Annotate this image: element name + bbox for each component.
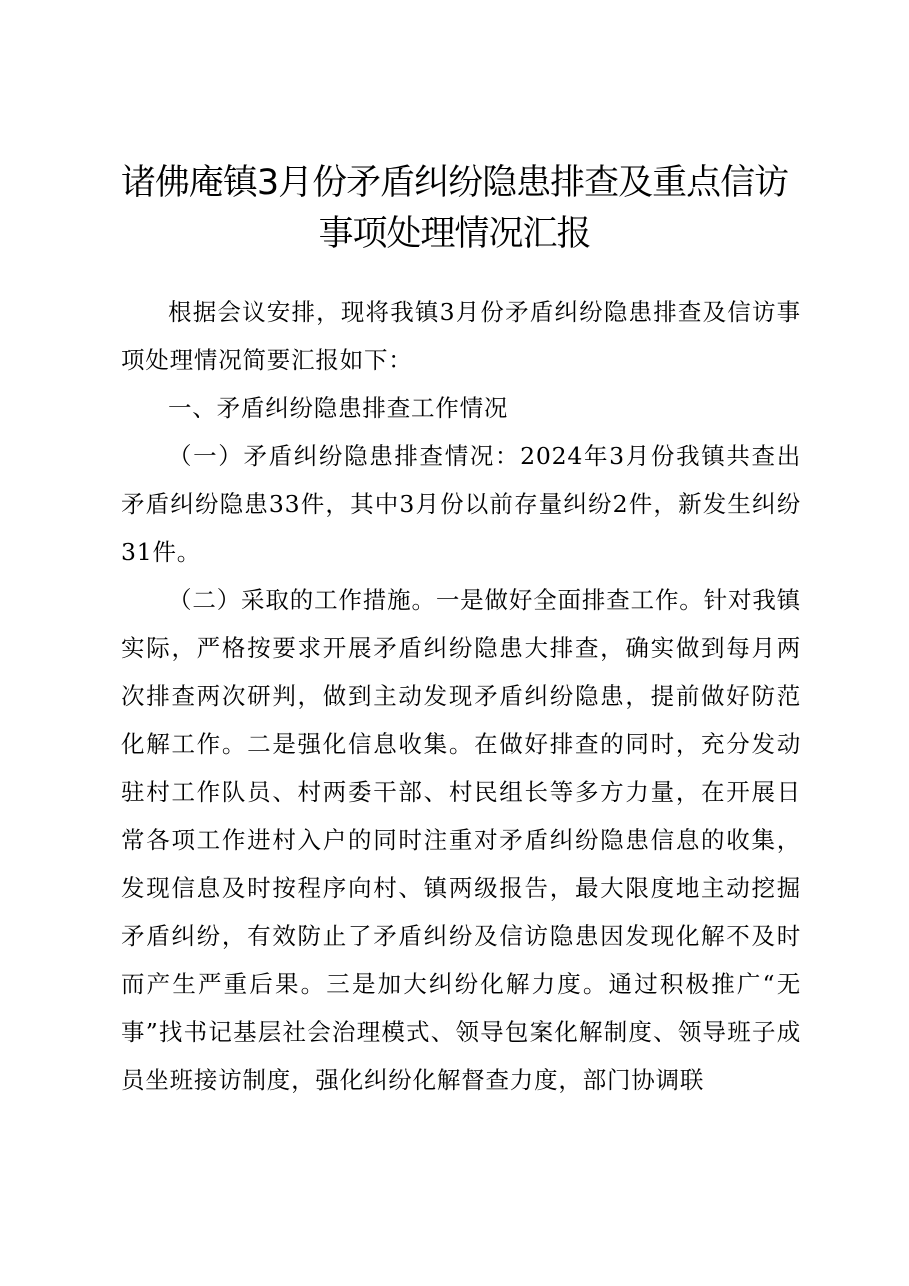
document-body [121, 288, 801, 1104]
section-heading: 一、矛盾纠纷隐患排查工作情况 [168, 394, 509, 422]
document-title-line-2: 事项处理情况汇报 [318, 214, 591, 254]
intro-paragraph: 根据会议安排，现将我镇3月份矛盾纠纷隐患排查及信访事项处理情况简要汇报如下： [121, 298, 801, 374]
paragraph-investigation: （一）矛盾纠纷隐患排查情况：2024年3月份我镇共查出矛盾纠纷隐患33件，其中3月份以前存量纠纷2件，新发生纠纷31件。 [121, 442, 801, 566]
paragraph-measures: （二）采取的工作措施。一是做好全面排查工作。针对我镇实际，严格按要求开展矛盾纠纷隐患大排查，确实做到每月两次排查两次研判，做到主动发现矛盾纠纷隐患，提前做好防范化解工作。二是强化信息收集。在做好排查的同时，充分发动驻村工作队员、村两委干部、村民组长等多方力量，在开展日常各项工作进村入户的同时注重对矛盾纠纷隐患信息的收集，发现信息及时按程序向村、镇两级报告，最大限度地主动挖掘矛盾纠纷，有效防止了矛盾纠纷及信访隐患因发现化解不及时而产生严重后果。三是加大纠纷化解力度。通过积极推广“无事”找书记基层社会治理模式、领导包案化解制度、领导班子成员坐班接访制度，强化纠纷化解督查力度，部门协调联 [121, 586, 801, 1094]
document-title-line-1: 诸佛庵镇3月份矛盾纠纷隐患排查及重点信访 [120, 163, 789, 203]
